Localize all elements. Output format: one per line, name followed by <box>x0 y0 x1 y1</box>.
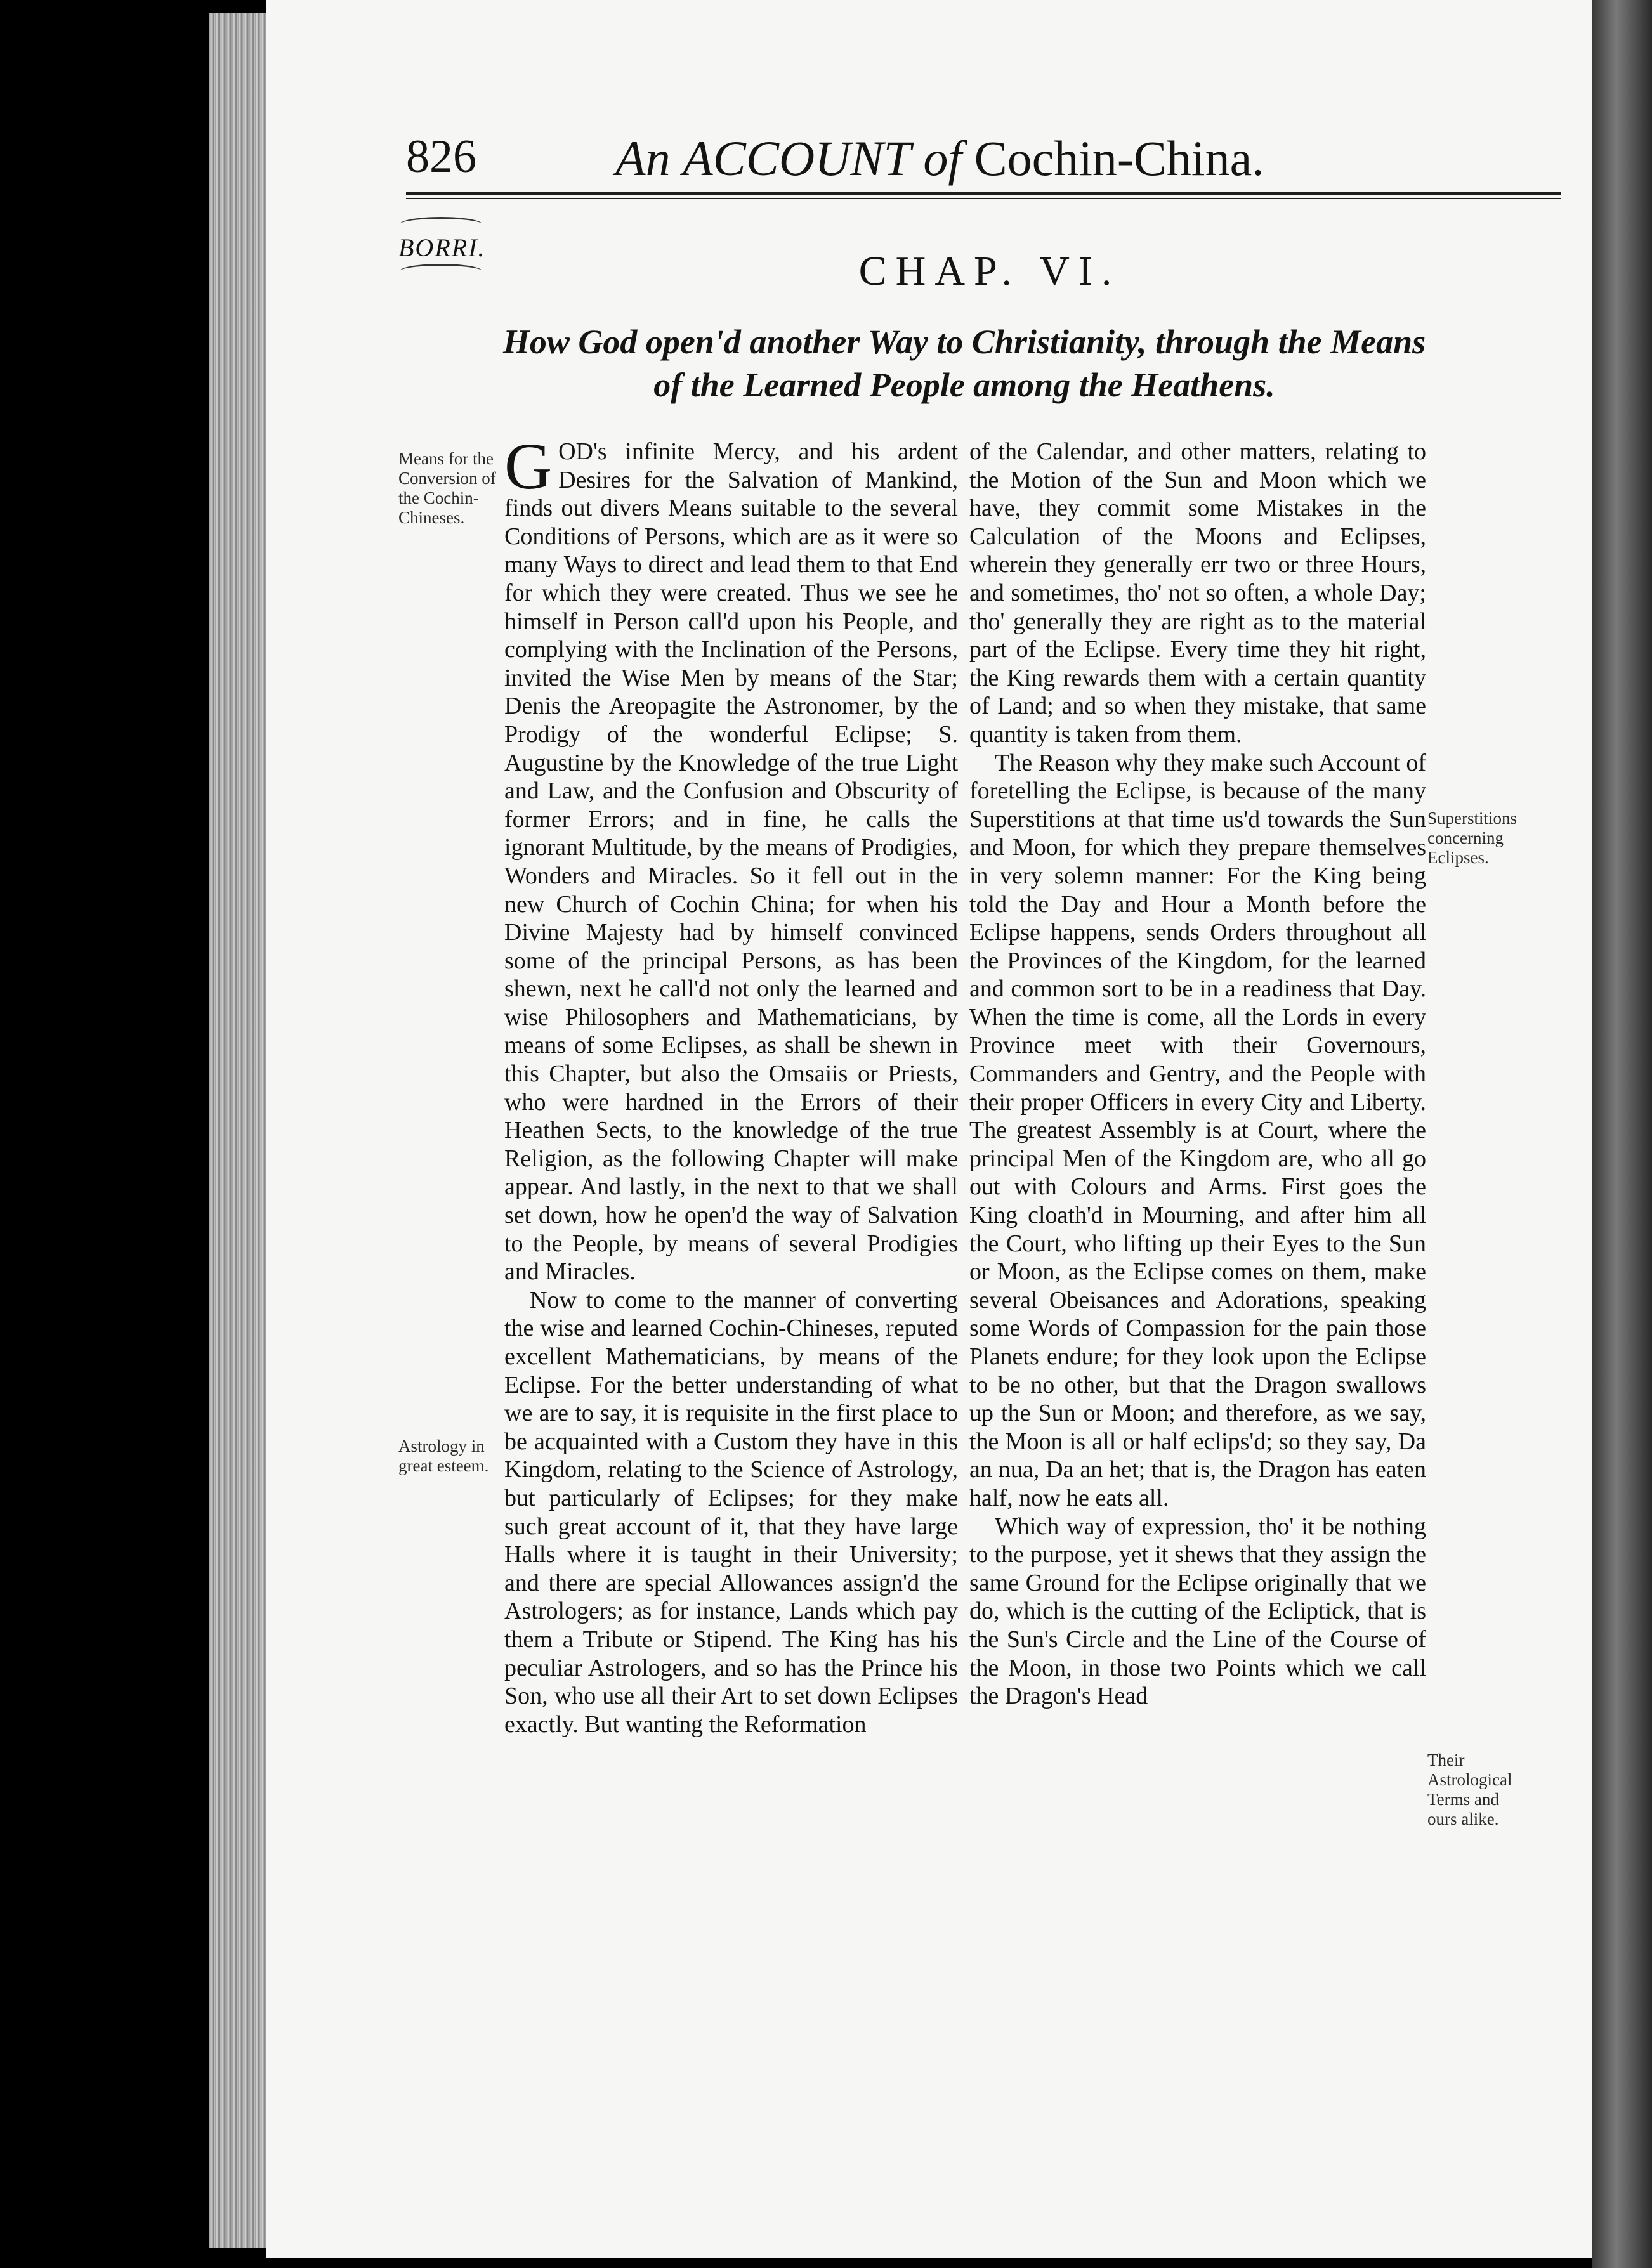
ornament-icon <box>400 264 482 278</box>
title-prefix: An <box>615 131 671 186</box>
margin-note-conversion: Means for the Conversion of the Cochin-Chineses. <box>398 449 496 527</box>
running-title <box>615 130 1264 187</box>
page-number: 826 <box>406 131 476 183</box>
paragraph: Which way of expression, tho' it be nothing to the purpose, yet it shews that they assign the same Ground for the Eclipse originally that we do, which is the cutting of the Ecliptick, that is the Sun's Circle and the Line of the Course of the Moon, in those two Points which we call the Dragon's Head <box>969 1513 1426 1710</box>
chapter-title-line1: How God open'd another Way to Christianity, through the Means <box>502 323 1426 361</box>
margin-note-terms: Their Astrological Terms and ours alike. <box>1427 1750 1512 1828</box>
paragraph: Now to come to the manner of converting the wise and learned Cochin-Chineses, reputed excellent Mathematicians, by means of the Eclipse. For the better understanding of what we are to say, it is requisite in the first place to be acquainted with a Custom they have in this Kingdom, relating to the Science of Astrology, but particularly of Eclipses; for they make such great account of it, that they have large Halls where it is taught in their University; and there are special Allowances assign'd the Astrologers; as for instance, Lands which pay them a Tribute or Stipend. The King has his peculiar Astrologers, and so has the Prince his Son, who use all their Art to set down Eclipses exactly. But wanting the Reformation <box>504 1286 958 1738</box>
running-header <box>406 130 1561 193</box>
margin-note-superstitions: Superstitions concerning Eclipses. <box>1427 809 1518 867</box>
ornament-icon <box>400 217 482 231</box>
book-page-edges <box>209 13 266 2248</box>
header-rule <box>406 192 1561 195</box>
chapter-title-line2: of the Learned People among the Heathens. <box>653 366 1275 404</box>
author-name: BORRI. <box>398 233 486 262</box>
left-column <box>504 430 958 1738</box>
book-binding-shadow <box>1592 0 1652 2268</box>
chapter-heading: CHAP. VI. <box>858 248 1121 294</box>
right-column <box>969 438 1426 1711</box>
author-catchword <box>393 216 488 285</box>
paragraph: The Reason why they make such Account of foretelling the Eclipse, is because of the many Superstitions at that time us'd towards the Sun and Moon, for which they prepare themselves in very solemn manner: For the King being told the Day and Hour a Month before the Eclipse happens, sends Orders throughout all the Provinces of the Kingdom, for the learned and common sort to be in a readiness that Day. When the time is come, all the Lords in every Province meet with their Governours, Commanders and Gentry, and the People with their proper Officers in every City and Liberty. The greatest Assembly is at Court, where the principal Men of the Kingdom are, who all go out with Colours and Arms. First goes the King cloath'd in Mourning, and after him all the Court, who lifting up their Eyes to the Sun or Moon, as the Eclipse comes on them, make several Obeisances and Adorations, speaking some Words of Compassion for the pain those Planets endure; for they look upon the Eclipse to be no other, but that the Dragon swallows up the Sun or Moon; and therefore, as we say, the Moon is all or half eclips'd; so they say, Da an nua, Da an het; that is, the Dragon has eaten half, now he eats all. <box>969 749 1426 1511</box>
paragraph: of the Calendar, and other matters, relating to the Motion of the Sun and Moon which we have, they commit some Mistakes in the Calculation of the Moons and Eclipses, wherein they generally err two or three Hours, and sometimes, tho' not so often, a whole Day; tho' generally they are right as to the material part of the Eclipse. Every time they hit right, the King rewards them with a certain quantity of Land; and so when they mistake, that same quantity is taken from them. <box>969 438 1426 748</box>
header-rule-thin <box>406 198 1561 199</box>
title-place: Cochin-China. <box>974 131 1264 186</box>
chapter-title <box>469 320 1459 407</box>
paragraph-text: OD's infinite Mercy, and his ardent Desires for the Salvation of Mankind, finds out divers Means suitable to the several Conditions of Persons, which are as it were so many Ways to direct and lead them to that End for which they were created. Thus we see he himself in Person call'd upon his People, and complying with the Inclination of the Persons, invited the Wise Men by means of the Star; Denis the Areopagite the Astronomer, by the Prodigy of the wonderful Eclipse; S. Augustine by the Knowledge of the true Light and Law, and the Confusion and Obscurity of former Errors; and in fine, he calls the ignorant Multitude, by the means of Prodigies, Wonders and Miracles. So it fell out in the new Church of Cochin China; for when his Divine Majesty had by himself convinced some of the principal Persons, as has been shewn, next he call'd not only the learned and wise Philosophers and Mathematicians, by means of some Eclipses, as shall be shewn in this Chapter, but also the Omsaiis or Priests, who were hardned in the Errors of their Heathen Sects, to the knowledge of the true Religion, as the following Chapter will make appear. And lastly, in the next to that we shall set down, how he open'd the way of Salvation to the People, by means of several Prodigies and Miracles. <box>504 438 958 1286</box>
drop-cap: G <box>504 430 553 503</box>
title-main: ACCOUNT <box>683 131 911 186</box>
margin-note-astrology: Astrology in great esteem. <box>398 1437 489 1475</box>
title-of: of <box>923 131 962 186</box>
paragraph <box>504 430 958 1286</box>
